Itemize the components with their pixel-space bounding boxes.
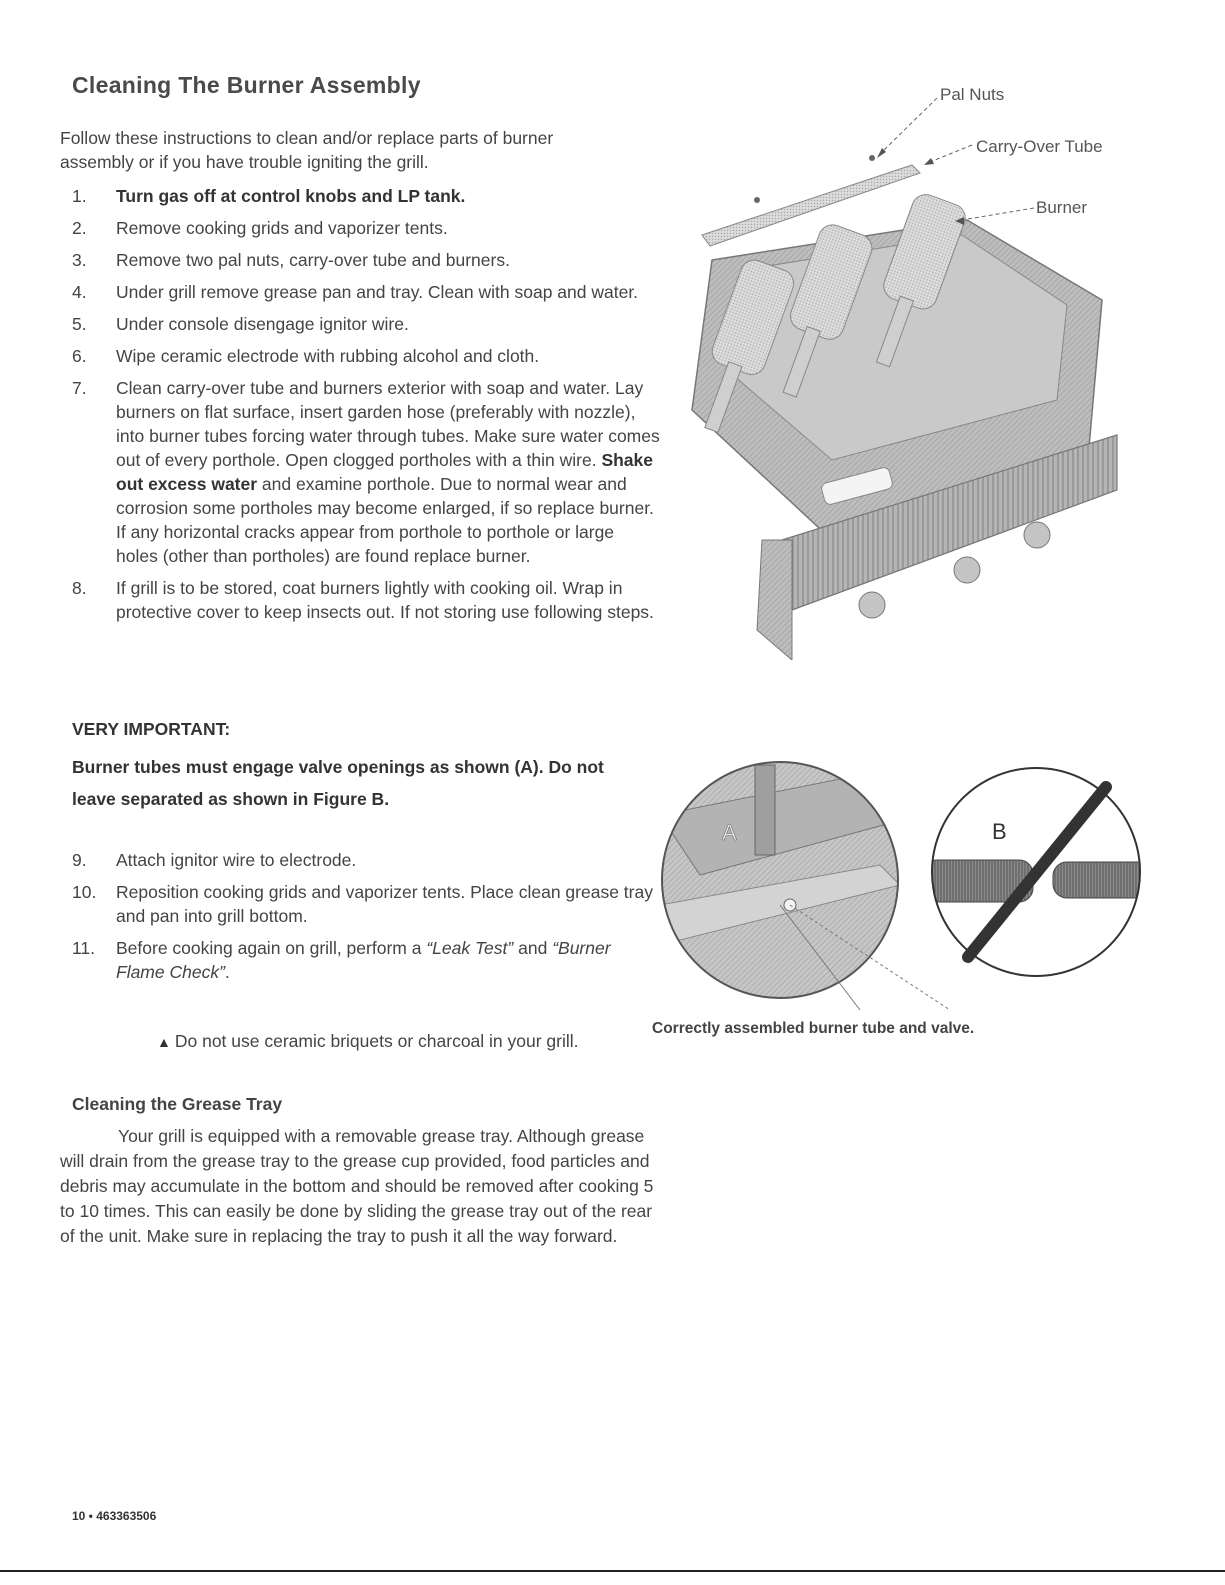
list-item: 10. Reposition cooking grids and vaporizer tents. Place clean grease tray and pan into grill bottom.	[72, 882, 653, 926]
steps-list-part1	[60, 184, 660, 624]
intro-paragraph: Follow these instructions to clean and/or replace parts of burner assembly or if you have trouble igniting the grill.	[60, 128, 554, 172]
list-item: 11. Before cooking again on grill, perform a “Leak Test” and “Burner Flame Check”.	[72, 938, 611, 982]
warning-icon: ▲	[157, 1034, 171, 1050]
list-item: 4. Under grill remove grease pan and tray. Clean with soap and water.	[72, 282, 639, 302]
grease-tray-heading: Cleaning the Grease Tray	[72, 1094, 283, 1114]
list-item: 2. Remove cooking grids and vaporizer tents.	[72, 218, 448, 238]
label-pal-nuts: Pal Nuts	[940, 85, 1005, 104]
warning-note: ▲ Do not use ceramic briquets or charcoal in your grill.	[157, 1031, 579, 1051]
page-title: Cleaning The Burner Assembly	[72, 72, 421, 98]
list-item: 3. Remove two pal nuts, carry-over tube and burners.	[72, 250, 510, 270]
burner-assembly-diagram	[672, 70, 1125, 660]
figure-b	[928, 762, 1148, 982]
bottom-divider	[0, 1570, 1225, 1572]
figure-b-label: B	[992, 819, 1007, 844]
label-carry-over-tube: Carry-Over Tube	[976, 137, 1103, 156]
figure-caption: Correctly assembled burner tube and valve.	[652, 1020, 975, 1037]
label-burner: Burner	[1036, 198, 1088, 217]
list-item: 9. Attach ignitor wire to electrode.	[72, 850, 357, 870]
important-notice: Burner tubes must engage valve openings as shown (A). Do not leave separated as shown in Figure B.	[72, 757, 604, 809]
very-important-heading: VERY IMPORTANT:	[72, 719, 231, 739]
figure-a	[660, 755, 960, 1015]
list-item: 8. If grill is to be stored, coat burners lightly with cooking oil. Wrap in protective cover to keep insects out. If not storing use following steps.	[72, 578, 654, 622]
steps-list-part2	[60, 848, 660, 992]
list-item: 6. Wipe ceramic electrode with rubbing alcohol and cloth.	[72, 346, 540, 366]
figure-a-label: A	[722, 820, 737, 845]
list-item: 7. Clean carry-over tube and burners exterior with soap and water. Lay burners on flat surface, insert garden hose (preferably with nozzle), into burner tubes forcing water through tubes. Make sure water comes out of every porthole. Open clogged portholes with a thin wire. Shake out excess water and examine porthole. Due to normal wear and corrosion some portholes may become enlarged, if so replace burner. If any horizontal cracks appear from porthole to porthole or large holes (other than portholes) are found replace burner.	[72, 378, 660, 566]
list-item: 1. Turn gas off at control knobs and LP tank.	[72, 186, 466, 206]
list-item: 5. Under console disengage ignitor wire.	[72, 314, 409, 334]
grease-tray-paragraph: Your grill is equipped with a removable grease tray. Although grease will drain from the grease tray to the grease cup provided, food particles and debris may accumulate in the bottom and should be removed after cooking 5 to 10 times. This can easily be done by sliding the grease tray out of the rear of the unit. Make sure in replacing the tray to push it all the way forward.	[60, 1126, 654, 1246]
page-footer: 10 • 463363506	[72, 1509, 157, 1523]
